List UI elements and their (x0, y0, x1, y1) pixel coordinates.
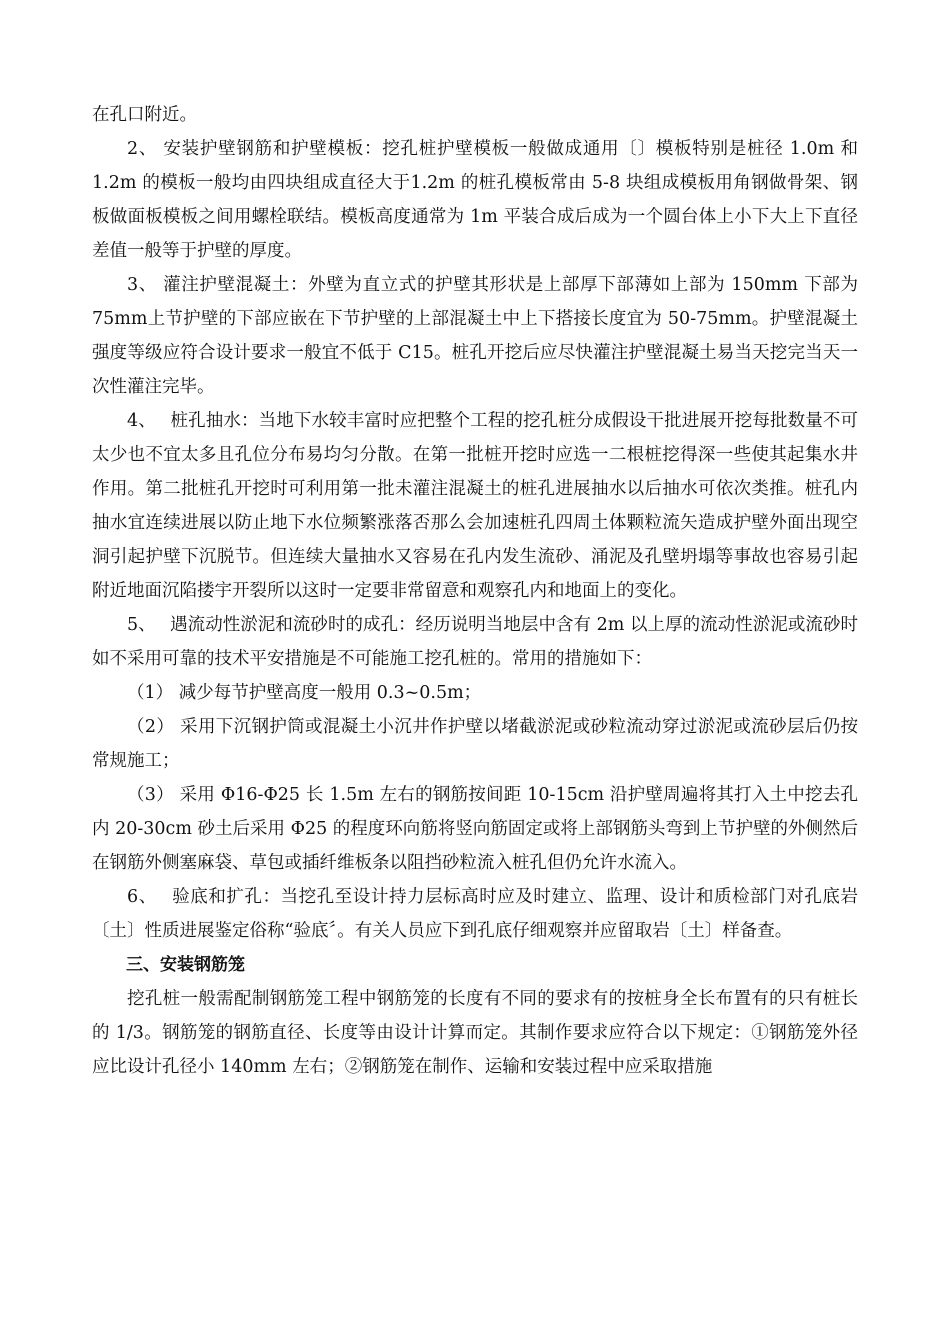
paragraph-formwork: 2、 安装护壁钢筋和护壁模板：挖孔桩护壁模板一般做成通用〔〕模板特别是桩径 1.0m 和1.2m 的模板一般均由四块组成直径大于1.2m 的桩孔模板常由 5-8 块组成模板用角钢做骨架、钢板做面板模板之间用螺栓联结。模板高度通常为 1m 平装合成后成为一个圆台体上小下大上下直径差值一般等于护壁的厚度。 (92, 139, 858, 261)
paragraph-inspection: 6、 验底和扩孔：当挖孔至设计持力层标高时应及时建立、监理、设计和质检部门对孔底岩〔土〕性质进展鉴定俗称“验底〞。有关人员应下到孔底仔细观察并应留取岩〔土〕样备查。 (92, 887, 858, 941)
document-body (92, 98, 858, 1084)
paragraph-continuation: 在孔口附近。 (92, 105, 197, 125)
paragraph-quicksand: 5、 遇流动性淤泥和流砂时的成孔：经历说明当地层中含有 2m 以上厚的流动性淤泥或流砂时如不采用可靠的技术平安措施是不可能施工挖孔桩的。常用的措施如下： (92, 615, 858, 669)
list-item-1: （1） 减少每节护壁高度一般用 0.3~0.5m； (127, 683, 482, 703)
list-item-3: （3） 采用 Φ16-Φ25 长 1.5m 左右的钢筋按间距 10-15cm 沿护壁周遍将其打入土中挖去孔内 20-30cm 砂土后采用 Φ25 的程度环向筋将竖向筋固定或将上部钢筋头弯到上节护壁的外侧然后在钢筋外侧塞麻袋、草包或插纤维板条以阻挡砂粒流入桩孔但仍允许水流入。 (92, 785, 858, 873)
list-item-2: （2） 采用下沉钢护筒或混凝土小沉井作护壁以堵截淤泥或砂粒流动穿过淤泥或流砂层后仍按常规施工； (92, 717, 858, 771)
section-heading: 三、安装钢筋笼 (126, 955, 245, 975)
paragraph-concrete: 3、 灌注护壁混凝土：外壁为直立式的护壁其形状是上部厚下部薄如上部为 150mm 下部为75mm上节护壁的下部应嵌在下节护壁的上部混凝土中上下搭接长度宜为 50-75mm。护壁混凝土强度等级应符合设计要求一般宜不低于 C15。桩孔开挖后应尽快灌注护壁混凝土易当天挖完当天一次性灌注完毕。 (92, 275, 858, 397)
paragraph-rebar-cage: 挖孔桩一般需配制钢筋笼工程中钢筋笼的长度有不同的要求有的按桩身全长布置有的只有桩长的 1/3。钢筋笼的钢筋直径、长度等由设计计算而定。其制作要求应符合以下规定：①钢筋笼外径应比设计孔径小 140mm 左右；②钢筋笼在制作、运输和安装过程中应采取措施 (92, 989, 858, 1077)
paragraph-pumping: 4、 桩孔抽水：当地下水较丰富时应把整个工程的挖孔桩分成假设干批进展开挖每批数量不可太少也不宜太多且孔位分布易均匀分散。在第一批桩开挖时应选一二根桩挖得深一些使其起集水井作用。第二批桩孔开挖时可利用第一批未灌注混凝土的桩孔进展抽水以后抽水可依次类推。桩孔内抽水宜连续进展以防止地下水位频繁涨落否那么会加速桩孔四周土体颗粒流矢造成护壁外面出现空洞引起护壁下沉脱节。但连续大量抽水又容易在孔内发生流砂、涌泥及孔壁坍塌等事故也容易引起附近地面沉陷搂宇开裂所以这时一定要非常留意和观察孔内和地面上的变化。 (92, 411, 858, 601)
